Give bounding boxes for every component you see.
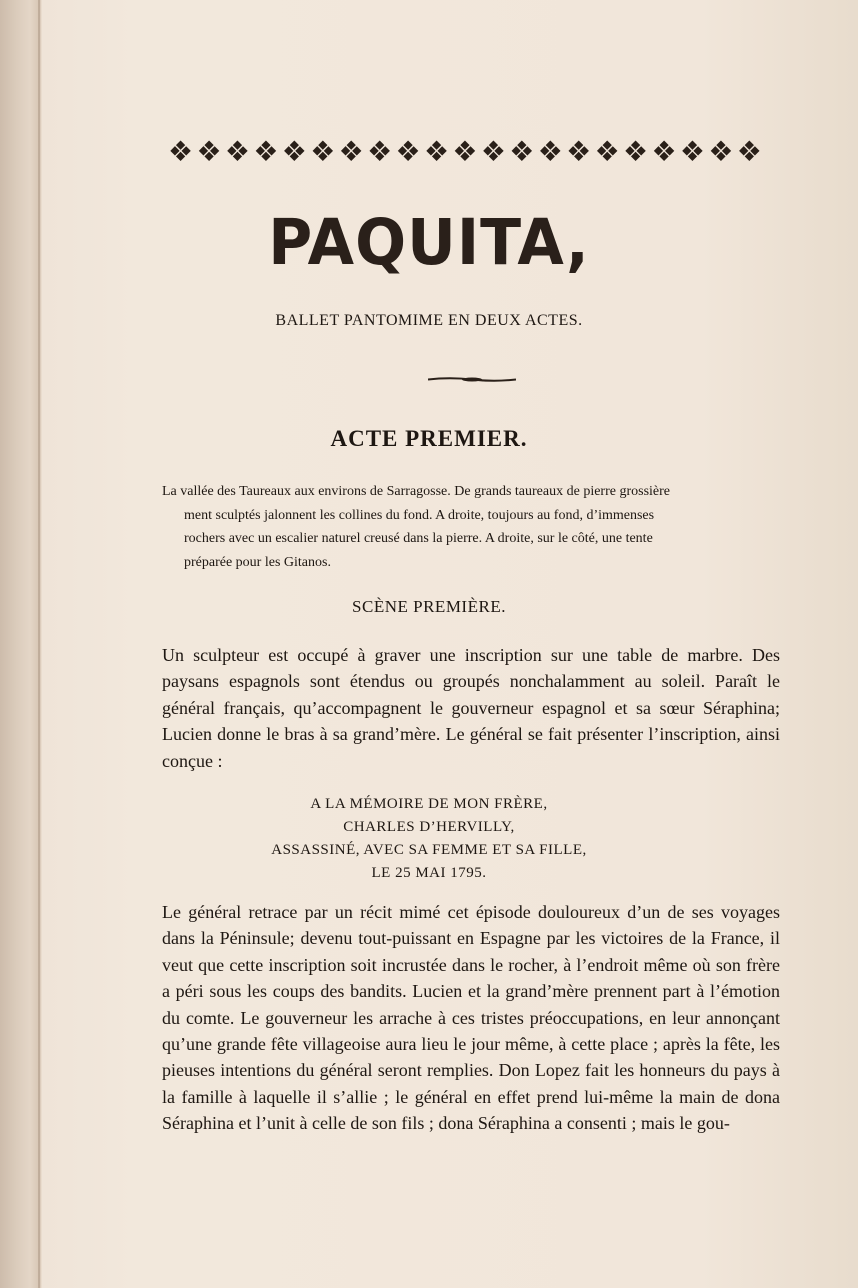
setting-line: ment sculptés jalonnent les collines du fond. A droite, toujours au fond, d’immenses xyxy=(184,507,655,523)
paragraph-text: Le général retrace par un récit mimé cet épisode douloureux d’un de ses voyages dans la Péninsule; devenu tout-puissant en Espagne par les victoires de la France, il veut que cette inscription soit incrustée dans le rocher, à l’endroit même où son frère a péri sous les coups des bandits. Lucien et la grand’mère prennent part à l’émotion du comte. Le gouverneur les arrache à ces tristes préoccupations, en leur annonçant qu’une grande fête villageoise aura lieu le jour même, à cette place ; après la fête, les pieuses intentions du général seront remplies. Don Lopez fait les honneurs du pays à la famille à laquelle il s’allie ; le général en effet prend lui-même la main de dona Séraphina et l’unit à celle de son fils ; dona Séraphina a consenti ; mais le gou- xyxy=(162,902,780,1134)
paragraph-1 xyxy=(162,642,780,774)
ornament-fleuron-icon: ❖ xyxy=(224,137,250,168)
inscription-line: LE 25 MAI 1795. xyxy=(371,865,487,881)
ornament-fleuron-icon: ❖ xyxy=(708,137,734,168)
setting-line: préparée pour les Gitanos. xyxy=(184,554,331,570)
inscription-line: A LA MÉMOIRE DE MON FRÈRE, xyxy=(310,796,548,812)
paragraph-2 xyxy=(162,899,780,1137)
page-fold-line xyxy=(38,0,40,1288)
ornament-fleuron-icon: ❖ xyxy=(338,137,364,168)
subtitle: BALLET PANTOMIME EN DEUX ACTES. xyxy=(275,312,583,329)
ornament-fleuron-icon: ❖ xyxy=(281,137,307,168)
ornament-fleuron-icon: ❖ xyxy=(367,137,393,168)
ornament-fleuron-icon: ❖ xyxy=(168,137,194,168)
decorative-rule xyxy=(428,377,516,382)
inscription-line: ASSASSINÉ, AVEC SA FEMME ET SA FILLE, xyxy=(271,842,587,858)
ornament-fleuron-icon: ❖ xyxy=(651,137,677,168)
ornament-fleuron-icon: ❖ xyxy=(423,137,450,168)
ornament-fleuron-icon: ❖ xyxy=(679,137,705,168)
decorative-ornament-band xyxy=(168,137,762,169)
page-gutter xyxy=(0,0,42,1288)
setting-description xyxy=(162,480,780,574)
ornament-fleuron-icon: ❖ xyxy=(253,137,279,168)
ornament-fleuron-icon: ❖ xyxy=(395,137,421,168)
ornament-fleuron-icon: ❖ xyxy=(480,137,506,168)
ornament-fleuron-icon: ❖ xyxy=(509,137,535,168)
inscription-line: CHARLES D’HERVILLY, xyxy=(343,819,515,835)
setting-line: rochers avec un escalier naturel creusé dans la pierre. A droite, sur le côté, une tente xyxy=(184,531,653,546)
ornament-fleuron-icon: ❖ xyxy=(594,137,620,168)
ornament-fleuron-icon: ❖ xyxy=(537,137,563,168)
scene-title: SCÈNE PREMIÈRE. xyxy=(352,597,506,616)
act-heading: ACTE PREMIER. xyxy=(330,426,528,451)
ornament-fleuron-icon: ❖ xyxy=(566,137,592,168)
ornament-fleuron-icon: ❖ xyxy=(310,137,336,168)
ornament-fleuron-icon: ❖ xyxy=(623,137,649,168)
setting-line: La vallée des Taureaux aux environs de Sarragosse. De grands taureaux de pierre grossière xyxy=(162,484,670,499)
paragraph-text: Un sculpteur est occupé à graver une inscription sur une table de marbre. Des paysans espagnols sont étendus ou groupés nonchalamment au soleil. Paraît le général français, qu’accompagnent le gouverneur espagnol et sa sœur Séraphina; Lucien donne le bras à sa grand’mère. Le général se fait présenter l’inscription, ainsi conçue : xyxy=(162,645,780,771)
inscription xyxy=(0,793,858,885)
ornament-fleuron-icon: ❖ xyxy=(452,137,478,168)
page-title: PAQUITA, xyxy=(268,206,590,280)
ornament-fleuron-icon: ❖ xyxy=(196,137,222,168)
ornament-fleuron-icon: ❖ xyxy=(736,137,762,168)
